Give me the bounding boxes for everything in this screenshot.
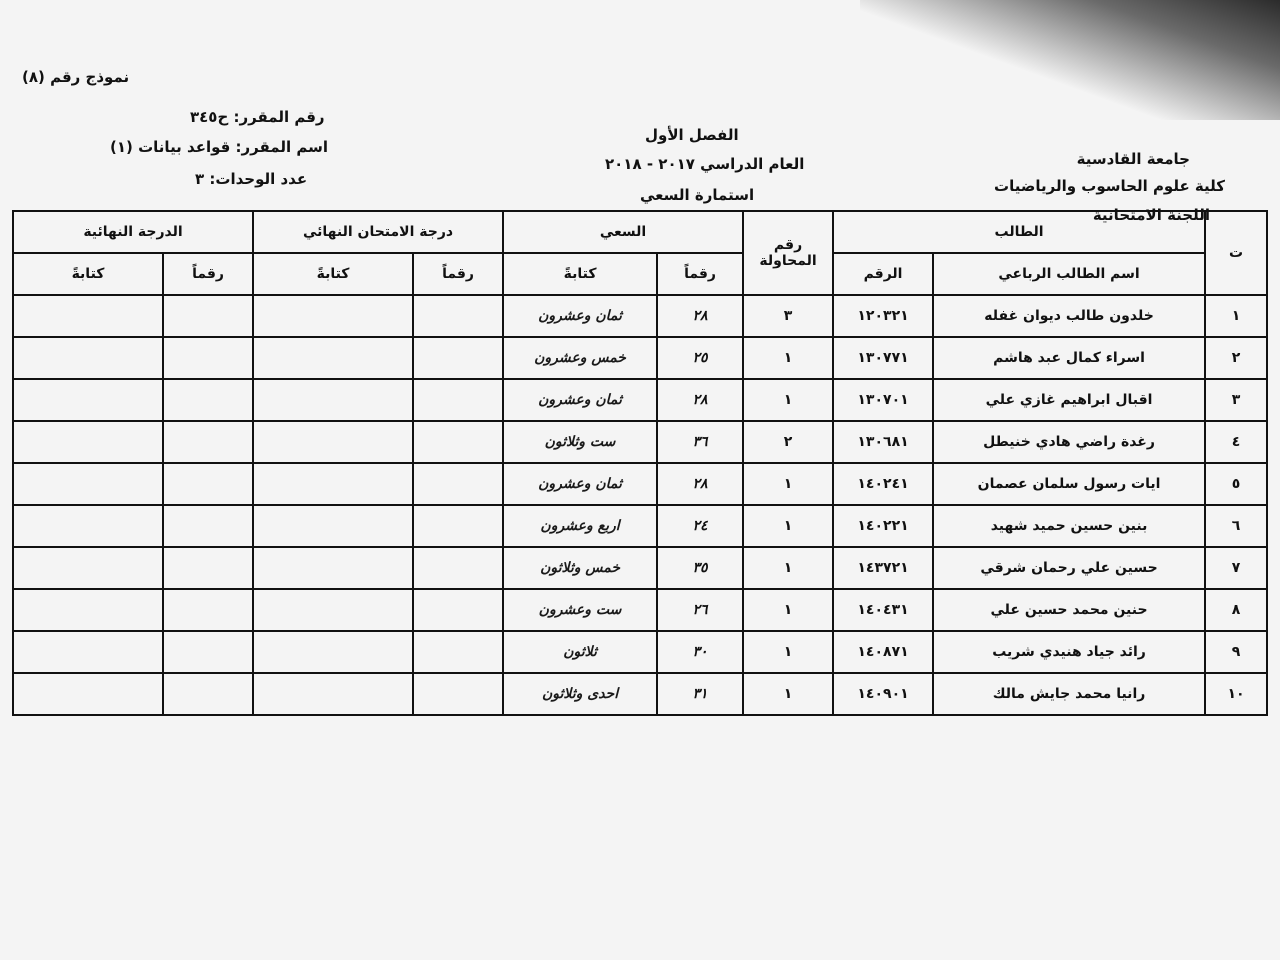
effort-digits: ٢٨: [657, 379, 743, 421]
table-row: [13, 631, 1267, 673]
attempt-number: ١: [743, 589, 833, 631]
student-name: اقبال ابراهيم غازي علي: [933, 379, 1205, 421]
exam-words-cell: [253, 421, 413, 463]
attempt-number: ٢: [743, 421, 833, 463]
table-row: [13, 421, 1267, 463]
effort-digits: ٣٦: [657, 421, 743, 463]
exam-digits-cell: [413, 337, 503, 379]
row-seq: ١٠: [1205, 673, 1267, 715]
row-seq: ٧: [1205, 547, 1267, 589]
effort-digits: ٢٨: [657, 295, 743, 337]
student-name: ايات رسول سلمان عصمان: [933, 463, 1205, 505]
final-digits-cell: [163, 379, 253, 421]
student-number: ١٤٠٢٢١: [833, 505, 933, 547]
header-final-exam: درجة الامتحان النهائي: [253, 211, 503, 253]
semester: الفصل الأول: [645, 126, 739, 144]
effort-digits: ٣٥: [657, 547, 743, 589]
committee-name: اللجنة الامتحانية: [1092, 206, 1210, 224]
final-words-cell: [13, 463, 163, 505]
row-seq: ٥: [1205, 463, 1267, 505]
effort-digits: ٣١: [657, 673, 743, 715]
table-row: [13, 379, 1267, 421]
final-digits-cell: [163, 421, 253, 463]
effort-words: ثمان وعشرون: [503, 379, 657, 421]
effort-digits: ٣٠: [657, 631, 743, 673]
exam-digits-cell: [413, 379, 503, 421]
table-row: [13, 673, 1267, 715]
header-full-name: اسم الطالب الرباعي: [933, 253, 1205, 295]
student-name: اسراء كمال عبد هاشم: [933, 337, 1205, 379]
exam-digits-cell: [413, 673, 503, 715]
header-number: الرقم: [833, 253, 933, 295]
grades-table: [12, 210, 1268, 716]
exam-words-cell: [253, 295, 413, 337]
header-effort-words: كتابةً: [503, 253, 657, 295]
exam-digits-cell: [413, 421, 503, 463]
final-words-cell: [13, 379, 163, 421]
exam-digits-cell: [413, 631, 503, 673]
exam-words-cell: [253, 673, 413, 715]
effort-words: ثمان وعشرون: [503, 295, 657, 337]
final-digits-cell: [163, 295, 253, 337]
attempt-number: ١: [743, 463, 833, 505]
row-seq: ٣: [1205, 379, 1267, 421]
final-words-cell: [13, 295, 163, 337]
effort-words: اربع وعشرون: [503, 505, 657, 547]
student-name: رائد جياد هنيدي شريب: [933, 631, 1205, 673]
exam-digits-cell: [413, 589, 503, 631]
academic-year: العام الدراسي ٢٠١٧ - ٢٠١٨: [605, 155, 805, 173]
effort-words: خمس وثلاثون: [503, 547, 657, 589]
course-units: عدد الوحدات: ٣: [195, 170, 308, 188]
row-seq: ٤: [1205, 421, 1267, 463]
exam-words-cell: [253, 379, 413, 421]
student-number: ١٣٠٧٧١: [833, 337, 933, 379]
exam-words-cell: [253, 631, 413, 673]
attempt-number: ١: [743, 631, 833, 673]
student-name: حنين محمد حسين علي: [933, 589, 1205, 631]
final-words-cell: [13, 337, 163, 379]
exam-digits-cell: [413, 547, 503, 589]
effort-words: ست وثلاثون: [503, 421, 657, 463]
final-words-cell: [13, 631, 163, 673]
exam-words-cell: [253, 337, 413, 379]
header-attempt: رقم المحاولة: [743, 211, 833, 295]
student-name: رغدة راضي هادي خنيطل: [933, 421, 1205, 463]
header-effort: السعي: [503, 211, 743, 253]
final-words-cell: [13, 505, 163, 547]
college-name: كلية علوم الحاسوب والرياضيات: [994, 177, 1225, 195]
header-seq: ت: [1205, 211, 1267, 295]
student-number: ١٤٣٧٢١: [833, 547, 933, 589]
effort-digits: ٢٦: [657, 589, 743, 631]
final-words-cell: [13, 421, 163, 463]
row-seq: ٩: [1205, 631, 1267, 673]
header-exam-digits: رقماً: [413, 253, 503, 295]
exam-words-cell: [253, 547, 413, 589]
header-student: الطالب: [833, 211, 1205, 253]
student-name: حسين علي رحمان شرقي: [933, 547, 1205, 589]
attempt-number: ١: [743, 547, 833, 589]
header-final-digits: رقماً: [163, 253, 253, 295]
final-digits-cell: [163, 505, 253, 547]
row-seq: ٢: [1205, 337, 1267, 379]
attempt-number: ١: [743, 379, 833, 421]
final-digits-cell: [163, 631, 253, 673]
exam-digits-cell: [413, 505, 503, 547]
table-row: [13, 463, 1267, 505]
effort-words: ثلاثون: [503, 631, 657, 673]
attempt-number: ١: [743, 505, 833, 547]
final-words-cell: [13, 673, 163, 715]
table-row: [13, 337, 1267, 379]
exam-words-cell: [253, 463, 413, 505]
final-digits-cell: [163, 547, 253, 589]
exam-digits-cell: [413, 463, 503, 505]
table-row: [13, 295, 1267, 337]
table-row: [13, 589, 1267, 631]
final-digits-cell: [163, 463, 253, 505]
table-row: [13, 547, 1267, 589]
header-final-grade: الدرجة النهائية: [13, 211, 253, 253]
attempt-number: ١: [743, 673, 833, 715]
header-row-1: [13, 211, 1267, 253]
row-seq: ١: [1205, 295, 1267, 337]
final-digits-cell: [163, 589, 253, 631]
header-final-words: كتابةً: [13, 253, 163, 295]
student-number: ١٤٠٩٠١: [833, 673, 933, 715]
form-number: نموذج رقم (٨): [22, 68, 130, 86]
attempt-number: ١: [743, 337, 833, 379]
final-words-cell: [13, 589, 163, 631]
final-digits-cell: [163, 337, 253, 379]
effort-words: ست وعشرون: [503, 589, 657, 631]
course-code: رقم المقرر: ح٣٤٥: [190, 108, 325, 126]
exam-words-cell: [253, 589, 413, 631]
exam-digits-cell: [413, 295, 503, 337]
exam-words-cell: [253, 505, 413, 547]
student-number: ١٤٠٢٤١: [833, 463, 933, 505]
effort-words: ثمان وعشرون: [503, 463, 657, 505]
student-number: ١٤٠٤٣١: [833, 589, 933, 631]
header-exam-words: كتابةً: [253, 253, 413, 295]
student-number: ١٤٠٨٧١: [833, 631, 933, 673]
student-name: رانيا محمد جايش مالك: [933, 673, 1205, 715]
final-digits-cell: [163, 673, 253, 715]
student-name: خلدون طالب ديوان غفله: [933, 295, 1205, 337]
final-words-cell: [13, 547, 163, 589]
effort-digits: ٢٥: [657, 337, 743, 379]
row-seq: ٦: [1205, 505, 1267, 547]
attempt-number: ٣: [743, 295, 833, 337]
effort-words: احدى وثلاثون: [503, 673, 657, 715]
student-number: ١٣٠٦٨١: [833, 421, 933, 463]
course-name: اسم المقرر: قواعد بيانات (١): [110, 138, 329, 156]
header-row-2: [13, 253, 1267, 295]
effort-digits: ٢٨: [657, 463, 743, 505]
row-seq: ٨: [1205, 589, 1267, 631]
student-number: ١٣٠٧٠١: [833, 379, 933, 421]
table-row: [13, 505, 1267, 547]
effort-digits: ٢٤: [657, 505, 743, 547]
student-number: ١٢٠٣٢١: [833, 295, 933, 337]
form-title: استمارة السعي: [640, 186, 755, 204]
header-effort-digits: رقماً: [657, 253, 743, 295]
student-name: بنين حسين حميد شهيد: [933, 505, 1205, 547]
effort-words: خمس وعشرون: [503, 337, 657, 379]
university-name: جامعة القادسية: [1076, 150, 1190, 168]
